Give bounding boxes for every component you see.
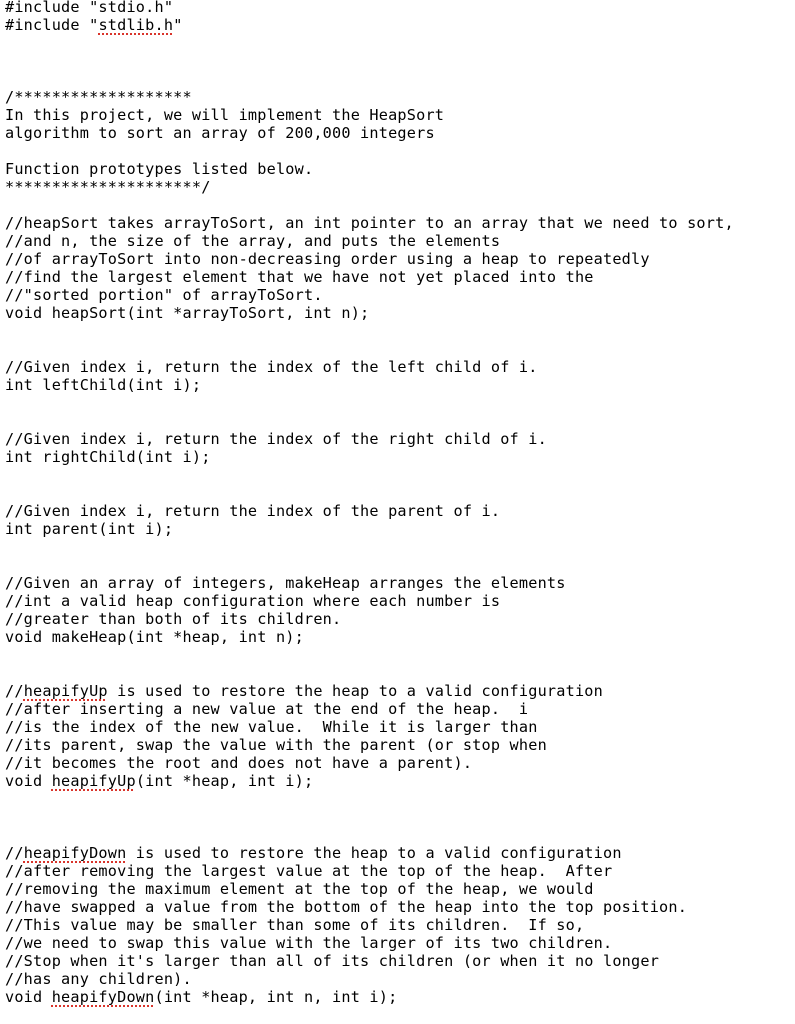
code-line: //have swapped a value from the bottom of the heap into the top position. <box>5 898 688 916</box>
code-line: //Stop when it's larger than all of its children (or when it no longer <box>5 952 660 970</box>
code-line <box>5 664 790 682</box>
code-line: //its parent, swap the value with the parent (or stop when <box>5 736 547 754</box>
code-line: int parent(int i); <box>5 520 174 538</box>
code-line: In this project, we will implement the HeapSort <box>5 106 445 124</box>
spellcheck-underline: heapifyDown <box>23 844 127 862</box>
code-line: //This value may be smaller than some of its children. If so, <box>5 916 585 934</box>
code-line <box>5 322 790 340</box>
code-line: //after removing the largest value at the top of the heap. After <box>5 862 613 880</box>
code-line: //Given index i, return the index of the left child of i. <box>5 358 538 376</box>
code-line <box>5 826 790 844</box>
code-line: /******************* <box>5 88 192 106</box>
code-line: void heapSort(int *arrayToSort, int n); <box>5 304 370 322</box>
code-line <box>5 646 790 664</box>
code-line: int rightChild(int i); <box>5 448 211 466</box>
code-line <box>5 790 790 808</box>
code-line: //is the index of the new value. While it is larger than <box>5 718 538 736</box>
code-line <box>5 394 790 412</box>
code-line: //Given index i, return the index of the right child of i. <box>5 430 547 448</box>
code-line: *********************/ <box>5 178 211 196</box>
code-line: //of arrayToSort into non-decreasing order using a heap to repeatedly <box>5 250 650 268</box>
code-line <box>5 412 790 430</box>
code-line: //and n, the size of the array, and puts the elements <box>5 232 501 250</box>
code-line <box>5 70 790 88</box>
code-line <box>5 52 790 70</box>
code-line: //it becomes the root and does not have a parent). <box>5 754 473 772</box>
code-line: //heapSort takes arrayToSort, an int pointer to an array that we need to sort, <box>5 214 734 232</box>
code-line <box>5 484 790 502</box>
spellcheck-underline: heapifyUp <box>51 772 136 790</box>
code-line: void makeHeap(int *heap, int n); <box>5 628 304 646</box>
code-line: //int a valid heap configuration where each number is <box>5 592 501 610</box>
code-line: void heapifyDown(int *heap, int n, int i); <box>5 988 398 1006</box>
code-line: #include "stdio.h" <box>5 0 174 16</box>
code-line: //after inserting a new value at the end of the heap. i <box>5 700 529 718</box>
code-line <box>5 556 790 574</box>
spellcheck-underline: heapifyUp <box>23 682 108 700</box>
code-line: Function prototypes listed below. <box>5 160 314 178</box>
code-line: //"sorted portion" of arrayToSort. <box>5 286 323 304</box>
spellcheck-underline: stdlib.h <box>98 16 174 34</box>
code-line <box>5 34 790 52</box>
code-line: //greater than both of its children. <box>5 610 342 628</box>
code-line: algorithm to sort an array of 200,000 integers <box>5 124 435 142</box>
code-line: //Given index i, return the index of the parent of i. <box>5 502 501 520</box>
code-line: int leftChild(int i); <box>5 376 202 394</box>
code-line: //removing the maximum element at the top of the heap, we would <box>5 880 594 898</box>
code-line: //find the largest element that we have not yet placed into the <box>5 268 594 286</box>
code-line: //heapifyDown is used to restore the heap to a valid configuration <box>5 844 622 862</box>
code-line <box>5 142 790 160</box>
code-line <box>5 808 790 826</box>
code-line: //Given an array of integers, makeHeap arranges the elements <box>5 574 566 592</box>
spellcheck-underline: heapifyDown <box>51 988 155 1006</box>
code-line <box>5 196 790 214</box>
code-line: //we need to swap this value with the larger of its two children. <box>5 934 613 952</box>
code-document <box>5 0 790 1006</box>
code-line: #include "stdlib.h" <box>5 16 183 34</box>
code-line: //has any children). <box>5 970 192 988</box>
code-line <box>5 340 790 358</box>
code-line: //heapifyUp is used to restore the heap to a valid configuration <box>5 682 603 700</box>
code-line <box>5 466 790 484</box>
code-line <box>5 538 790 556</box>
code-line: void heapifyUp(int *heap, int i); <box>5 772 314 790</box>
